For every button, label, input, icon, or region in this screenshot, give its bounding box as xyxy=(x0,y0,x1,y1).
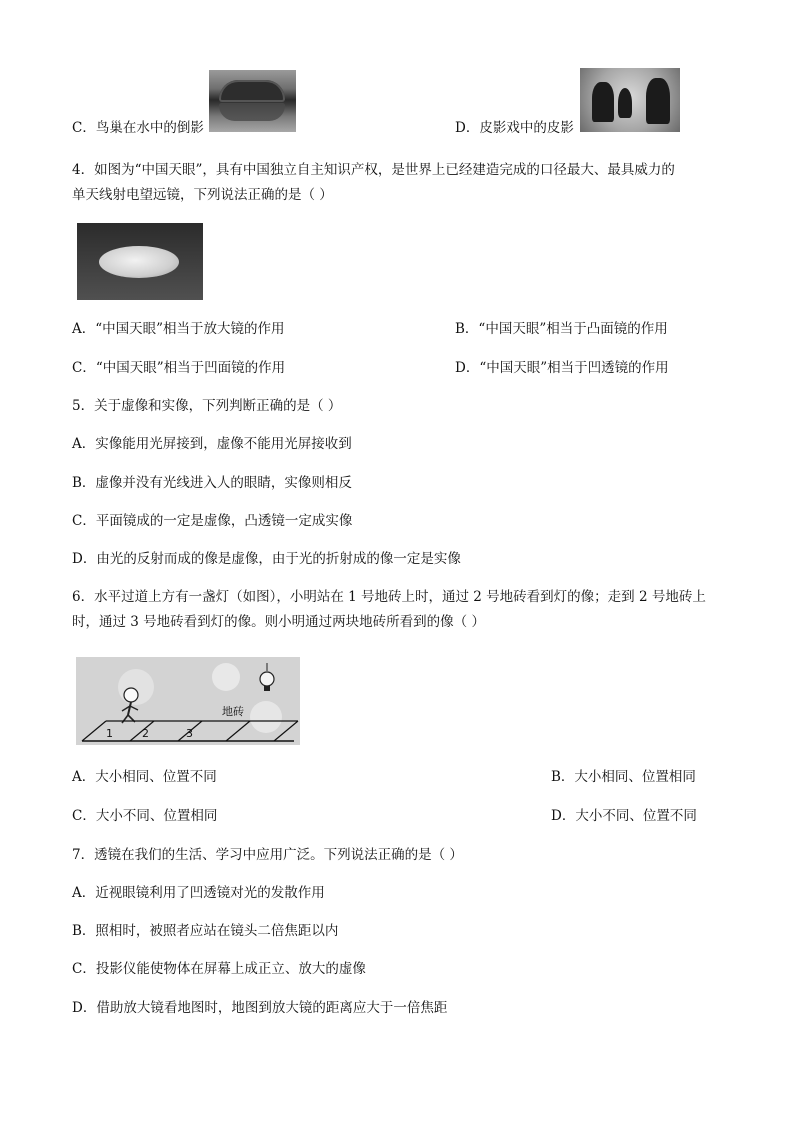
q6-option-d: D．大小不同、位置不同 xyxy=(551,808,697,824)
q3-option-c: C．鸟巢在水中的倒影 xyxy=(72,120,204,136)
q6-stem-line2: 时，通过 3 号地砖看到灯的像。则小明通过两块地砖所看到的像（ ） xyxy=(72,614,485,630)
q5-option-d: D．由光的反射而成的像是虚像，由于光的折射成的像一定是实像 xyxy=(72,551,461,567)
q5-option-a: A．实像能用光屏接到，虚像不能用光屏接收到 xyxy=(72,436,352,452)
q5-stem: 5．关于虚像和实像，下列判断正确的是（ ） xyxy=(72,398,342,414)
q7-option-d: D．借助放大镜看地图时，地图到放大镜的距离应大于一倍焦距 xyxy=(72,1000,448,1016)
q7-option-a: A．近视眼镜利用了凹透镜对光的发散作用 xyxy=(72,885,325,901)
tile-number-1: 1 xyxy=(106,727,113,740)
tile-number-2: 2 xyxy=(142,727,149,740)
q7-option-b: B．照相时，被照者应站在镜头二倍焦距以内 xyxy=(72,923,339,939)
q6-stem-line1: 6．水平过道上方有一盏灯（如图），小明站在 1 号地砖上时，通过 2 号地砖看到灯的像；走到 2 号地砖上 xyxy=(72,589,706,605)
q7-option-c: C．投影仪能使物体在屏幕上成正立、放大的虚像 xyxy=(72,961,366,977)
q4-stem-line2: 单天线射电望远镜，下列说法正确的是（ ） xyxy=(72,187,333,203)
q3-option-d: D．皮影戏中的皮影 xyxy=(455,120,574,136)
china-sky-eye-image xyxy=(77,223,203,300)
shadow-puppet-image xyxy=(580,68,680,132)
tile-number-3: 3 xyxy=(186,727,193,740)
q4-option-d: D．“中国天眼”相当于凹透镜的作用 xyxy=(455,360,669,376)
q4-stem-line1: 4．如图为“中国天眼”，具有中国独立自主知识产权，是世界上已经建造完成的口径最大、最具威力的 xyxy=(72,162,675,178)
floor-tiles-figure xyxy=(76,657,300,745)
q6-option-c: C．大小不同、位置相同 xyxy=(72,808,218,824)
q6-option-a: A．大小相同、位置不同 xyxy=(72,769,217,785)
floor-tile-label: 地砖 xyxy=(222,705,244,718)
q6-option-b: B．大小相同、位置相同 xyxy=(551,769,696,785)
q5-option-c: C．平面镜成的一定是虚像，凸透镜一定成实像 xyxy=(72,513,353,529)
birds-nest-reflection-image xyxy=(209,70,296,132)
q4-option-b: B．“中国天眼”相当于凸面镜的作用 xyxy=(455,321,668,337)
q4-option-a: A．“中国天眼”相当于放大镜的作用 xyxy=(72,321,285,337)
q7-stem: 7．透镜在我们的生活、学习中应用广泛。下列说法正确的是（ ） xyxy=(72,847,463,863)
q4-option-c: C．“中国天眼”相当于凹面镜的作用 xyxy=(72,360,286,376)
q5-option-b: B．虚像并没有光线进入人的眼睛，实像则相反 xyxy=(72,475,352,491)
